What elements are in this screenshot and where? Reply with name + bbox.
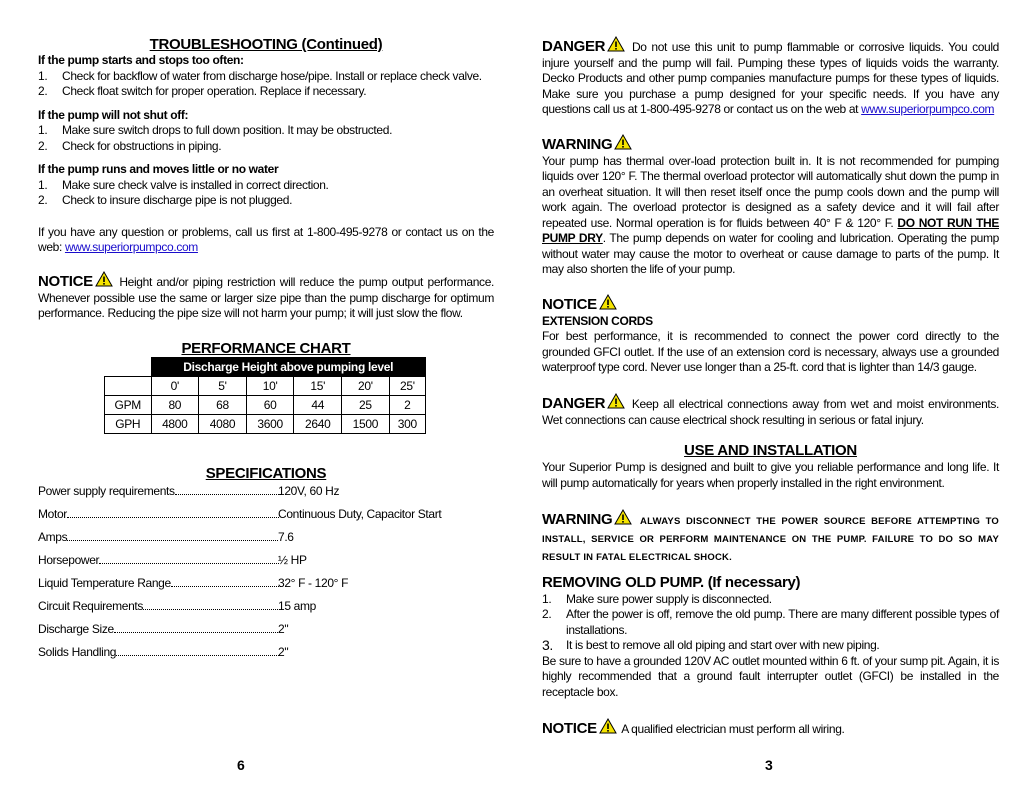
- danger-paragraph: DANGER Do not use this unit to pump flammable or corrosive liquids. You could injure yourself and the pump will fail. Pumping these types of liquids voids the warranty. Decko Products and other pump companies manufacture pumps for these types of liquids. Make sure you purchase a pump designed for your specific needs. If you have any questions call us at 1-800-495-9278 or contact us on the web at www.superiorpumpco.com: [542, 38, 1000, 116]
- warning-triangle-icon: [614, 509, 632, 525]
- troubleshooting-section: [38, 53, 494, 256]
- warning-label: WARNING: [542, 136, 613, 153]
- notice-label: NOTICE: [38, 273, 93, 290]
- list-item: 2. After the power is off, remove the old pump. There are many different possible types of installations.: [542, 607, 999, 637]
- danger-label: DANGER: [542, 38, 606, 55]
- trouble-heading: If the pump starts and stops too often:: [38, 53, 244, 67]
- list-item: 1. Make sure power supply is disconnected.: [542, 591, 772, 606]
- removing-title: REMOVING OLD PUMP: [542, 574, 700, 591]
- table-header: Discharge Height above pumping level: [151, 358, 426, 377]
- outlet-paragraph: Be sure to have a grounded 120V AC outlet mounted within 6 ft. of your sump pit. Again, it is highly recommended that a ground fault interrupter outlet (GFCI) be installed in the receptacle box.: [542, 653, 999, 699]
- spec-row: Horsepower ½ HP: [38, 553, 307, 567]
- warning-paragraph: WARNING Your pump has thermal over-load protection built in. It is not recommended for pumping liquids over 120° F. The thermal overload protector will automatically shut down the pump in an overheat situation. It will then reset itself once the pump cools down and the pump will work again. The overload protector is designed as a safety device and it will fail after repeated use. Normal operation is for fluids between 40° F & 120° F. DO NOT RUN THE PUMP DRY. The pump depends on water for cooling and lubrication. Operating the pump without water may cause the motor to overheat or cause damage to parts of the pump. It may also shorten the life of your pump.: [542, 136, 999, 276]
- spec-row: Liquid Temperature Range 32° F - 120° F: [38, 576, 349, 590]
- list-item: 2. Check for obstructions in piping.: [38, 138, 222, 153]
- trouble-heading: If the pump will not shut off:: [38, 107, 189, 122]
- warning-triangle-icon: [607, 36, 625, 52]
- trouble-heading: If the pump runs and moves little or no water: [38, 162, 279, 176]
- table-row: GPM 80 68 60 44 25 2: [105, 395, 426, 414]
- removing-section: REMOVING OLD PUMP. (If necessary) 1. Make sure power supply is disconnected. 2. After the power is off, remove the old pump. There are many different possible types of installations. 3. It is best to remove all old piping and start over with new piping. Be sure to have a grounded 120V AC outlet mounted within 6 ft. of your sump pit. Again, it is highly recommended that a ground fault interrupter outlet (GFCI) be installed in the receptacle box.: [542, 574, 999, 699]
- warning-triangle-icon: [599, 718, 617, 734]
- use-installation-text: Your Superior Pump is designed and built to give you reliable performance and long life. It will pump automatically for years when properly installed in the right environment.: [542, 460, 999, 490]
- extension-cords-heading: EXTENSION CORDS: [542, 313, 653, 328]
- notice-label: NOTICE: [542, 720, 597, 737]
- notice-text: Height and/or piping restriction will reduce the pump output performance. Whenever possible use the same or larger size pipe than the pump discharge for optimum performance. Reducing the pipe size will not harm your pump; it will just slow the flow.: [38, 275, 495, 320]
- contact-paragraph: If you have any question or problems, call us first at 1-800-495-9278 or contact us on the web: www.superiorpumpco.com: [38, 224, 494, 254]
- danger-paragraph: DANGER Keep all electrical connections away from wet and moist environments. Wet connections can cause electrical shock resulting in serious or fatal injury.: [542, 395, 1000, 427]
- warning-triangle-icon: [599, 294, 617, 310]
- list-item: 3. It is best to remove all old piping and start over with new piping.: [542, 637, 880, 653]
- website-link[interactable]: www.superiorpumpco.com: [64, 240, 198, 254]
- warning-triangle-icon: [95, 271, 113, 287]
- notice-extension-cords: NOTICE EXTENSION CORDS For best performance, it is recommended to connect the power cord directly to the grounded GFCI outlet. If the use of an extension cord is necessary, always use a grounded waterproof type cord. Never use longer than a 25-ft. cord that is lighter than 14/3 gauge.: [542, 296, 999, 374]
- warning-label: WARNING: [542, 511, 613, 528]
- table-row: GPH 4800 4080 3600 2640 1500 300: [105, 414, 426, 433]
- website-link[interactable]: www.superiorpumpco.com: [861, 102, 995, 116]
- performance-table: [104, 357, 426, 434]
- spec-row: Circuit Requirements 15 amp: [38, 599, 316, 613]
- performance-title: PERFORMANCE CHART: [181, 340, 351, 357]
- spec-row: Amps 7.6: [38, 530, 294, 544]
- use-installation-title: USE AND INSTALLATION: [684, 442, 857, 459]
- list-item: 2. Check to insure discharge pipe is not plugged.: [38, 193, 293, 207]
- spec-row: Discharge Size 2": [38, 622, 289, 636]
- page-number: 6: [237, 757, 245, 773]
- warning-emphasis: DO NOT RUN THE PUMP DRY: [542, 215, 999, 245]
- list-item: 1. Check for backflow of water from discharge hose/pipe. Install or replace check valve.: [38, 68, 482, 83]
- warning-paragraph: WARNING ALWAYS DISCONNECT THE POWER SOURCE BEFORE ATTEMPTING TO INSTALL, SERVICE OR PERFORM MAINTENANCE ON THE PUMP. FAILURE TO DO SO MAY RESULT IN FATAL ELECTRICAL SHOCK.: [542, 511, 999, 563]
- warning-triangle-icon: [614, 134, 632, 150]
- table-row: 0' 5' 10' 15' 20' 25': [105, 376, 426, 395]
- spec-row: Motor Continuous Duty, Capacitor Start: [38, 507, 442, 521]
- notice-paragraph: [38, 271, 494, 322]
- list-item: 1. Make sure switch drops to full down position. It may be obstructed.: [38, 123, 393, 137]
- warning-triangle-icon: [607, 393, 625, 409]
- spec-row: Power supply requirements 120V, 60 Hz: [38, 484, 340, 498]
- list-item: 2. Check float switch for proper operation. Replace if necessary.: [38, 84, 367, 98]
- notice-label: NOTICE: [542, 296, 597, 313]
- specifications-list: [38, 484, 494, 664]
- specifications-title: SPECIFICATIONS: [205, 465, 327, 482]
- danger-label: DANGER: [542, 395, 606, 412]
- troubleshooting-title: TROUBLESHOOTING (Continued): [149, 36, 383, 53]
- notice-paragraph: NOTICE A qualified electrician must perform all wiring.: [542, 720, 845, 737]
- page-number: 3: [765, 757, 773, 773]
- list-item: 1. Make sure check valve is installed in correct direction.: [38, 177, 329, 192]
- spec-row: Solids Handling 2": [38, 645, 289, 659]
